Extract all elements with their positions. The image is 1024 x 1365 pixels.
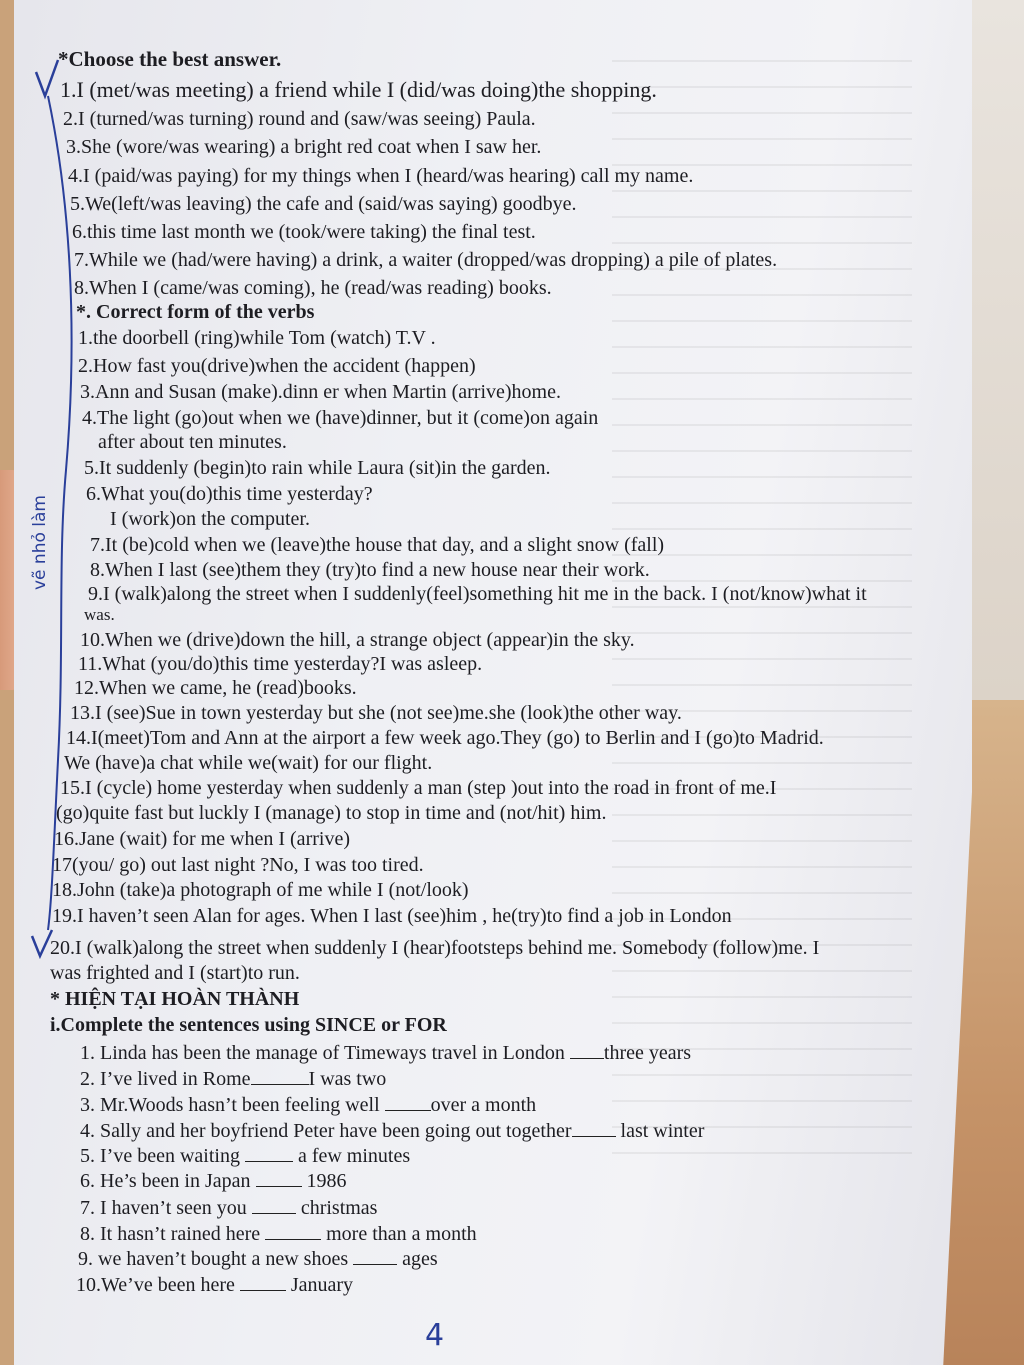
section2-title: *. Correct form of the verbs: [76, 301, 315, 323]
s2-line-18: We (have)a chat while we(wait) for our flight.: [64, 752, 433, 774]
s3-item-1: 1. Linda has been the manage of Timeways travel in London three years: [80, 1042, 692, 1064]
s2-line-13: 10.When we (drive)down the hill, a strange object (appear)in the sky.: [80, 629, 635, 651]
handwritten-margin-note: vẽ nhỏ làm: [30, 495, 50, 590]
s2-line-17: 14.I(meet)Tom and Ann at the airport a few week ago.They (go) to Berlin and I (go)to Madrid.: [66, 727, 824, 749]
s3-item-9: 9. we haven’t bought a new shoes ages: [78, 1248, 438, 1270]
s2-line-5: after about ten minutes.: [98, 431, 287, 453]
s2-line-2: 2.How fast you(drive)when the accident (happen): [78, 355, 476, 377]
s2-line-7: 6.What you(do)this time yesterday?: [86, 483, 373, 505]
s3-item-3: 3. Mr.Woods hasn’t been feeling well over a month: [80, 1094, 537, 1116]
s1-item-8: 8.When I (came/was coming), he (read/was reading) books.: [74, 277, 552, 299]
section3-title: * HIỆN TẠI HOÀN THÀNH: [50, 988, 300, 1010]
s2-line-14: 11.What (you/do)this time yesterday?I was asleep.: [78, 653, 483, 675]
handwritten-page-number: 4: [425, 1318, 445, 1353]
s3-item-8: 8. It hasn’t rained here more than a month: [80, 1223, 477, 1245]
s3-item-2: 2. I’ve lived in Rome I was two: [80, 1068, 387, 1090]
s2-line-25: 20.I (walk)along the street when suddenly I (hear)footsteps behind me. Somebody (follow)me. I: [50, 937, 820, 959]
s2-line-24: 19.I haven’t seen Alan for ages. When I last (see)him , he(try)to find a job in London: [52, 905, 732, 927]
s2-line-20: (go)quite fast but luckly I (manage) to stop in time and (not/hit) him.: [56, 802, 607, 824]
s2-line-12: was.: [84, 605, 115, 624]
bracket-line-icon: [48, 96, 72, 930]
section3-subtitle: i.Complete the sentences using SINCE or FOR: [50, 1014, 447, 1036]
checkmark-icon: [36, 60, 58, 96]
s2-line-22: 17(you/ go) out last night ?No, I was too tired.: [52, 854, 424, 876]
section1-title: *Choose the best answer.: [58, 47, 282, 71]
s1-item-7: 7.While we (had/were having) a drink, a waiter (dropped/was dropping) a pile of plates.: [74, 249, 778, 271]
s3-item-10: 10.We’ve been here January: [76, 1274, 354, 1296]
s1-item-6: 6.this time last month we (took/were taking) the final test.: [72, 221, 536, 243]
s2-line-8: I (work)on the computer.: [110, 508, 310, 530]
s2-line-11: 9.I (walk)along the street when I suddenly(feel)something hit me in the back. I (not/know)what it: [88, 583, 867, 605]
s2-line-1: 1.the doorbell (ring)while Tom (watch) T.V .: [78, 327, 436, 349]
s3-item-6: 6. He’s been in Japan 1986: [80, 1170, 347, 1192]
s2-line-16: 13.I (see)Sue in town yesterday but she (not see)me.she (look)the other way.: [70, 702, 682, 724]
s1-item-5: 5.We(left/was leaving) the cafe and (said/was saying) goodbye.: [70, 193, 577, 215]
s1-item-1: 1.I (met/was meeting) a friend while I (did/was doing)the shopping.: [60, 77, 657, 102]
s1-item-2: 2.I (turned/was turning) round and (saw/was seeing) Paula.: [63, 108, 536, 130]
checkmark-icon: [32, 930, 52, 956]
s2-line-19: 15.I (cycle) home yesterday when suddenly a man (step )out into the road in front of me.I: [60, 777, 777, 799]
s1-item-3: 3.She (wore/was wearing) a bright red coat when I saw her.: [66, 136, 542, 158]
s2-line-10: 8.When I last (see)them they (try)to find a new house near their work.: [90, 559, 650, 581]
s3-item-5: 5. I’ve been waiting a few minutes: [80, 1145, 411, 1167]
s2-line-15: 12.When we came, he (read)books.: [74, 677, 357, 699]
s2-line-4: 4.The light (go)out when we (have)dinner, but it (come)on again: [82, 407, 599, 429]
s3-item-7: 7. I haven’t seen you christmas: [80, 1197, 378, 1219]
s1-item-4: 4.I (paid/was paying) for my things when I (heard/was hearing) call my name.: [68, 165, 694, 187]
s2-line-26: was frighted and I (start)to run.: [50, 962, 300, 984]
s3-item-4: 4. Sally and her boyfriend Peter have been going out together last winter: [80, 1120, 705, 1142]
s2-line-9: 7.It (be)cold when we (leave)the house that day, and a slight snow (fall): [90, 534, 665, 556]
s2-line-21: 16.Jane (wait) for me when I (arrive): [54, 828, 350, 850]
s2-line-3: 3.Ann and Susan (make).dinn er when Martin (arrive)home.: [80, 381, 561, 403]
s2-line-23: 18.John (take)a photograph of me while I (not/look): [52, 879, 469, 901]
s2-line-6: 5.It suddenly (begin)to rain while Laura (sit)in the garden.: [84, 457, 551, 479]
